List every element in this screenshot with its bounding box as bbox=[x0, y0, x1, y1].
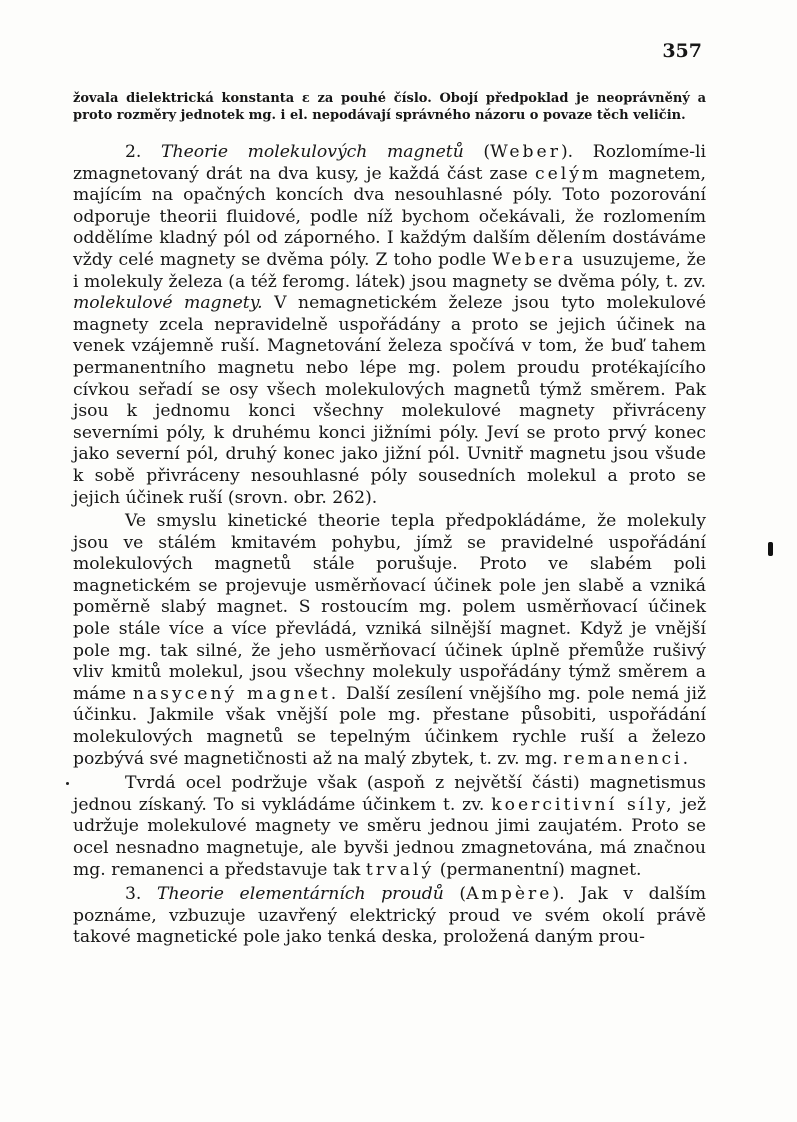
paragraph-elementary-currents: 3. Theorie elementárních proudů (Ampère). Jak v dalším poznáme, vzbuzuje uzavřený elektrický proud ve svém okolí právě takové magnetické pole jako tenká deska, proložená daným prou- bbox=[73, 884, 706, 948]
body-text: Tvrdá ocel podržuje však (aspoň z největší části) magnetismus jednou získaný. To si vykládáme účinkem t. zv. bbox=[73, 773, 706, 815]
footnote: žovala dielektrická konstanta ε za pouhé číslo. Obojí předpoklad je neoprávněný a proto rozměry jednotek mg. i el. nepodávají správného názoru o povaze těch veličin. bbox=[73, 91, 706, 123]
body-text: jež udržuje molekulové magnety ve směru jednou jimi zaujatém. Proto se ocel nesnadno magnetuje, ale byvši jednou zmagnetována, má značnou mg. remanenci a představuje tak bbox=[73, 794, 707, 880]
section-author: Weber bbox=[490, 142, 561, 162]
spaced-emphasis: celým bbox=[534, 163, 602, 184]
page-content bbox=[73, 90, 706, 951]
body-text: magnetem, majícím na opačných koncích dva nesouhlasné póly. Toto pozorování odporuje theorii fluidové, podle níž bychom očekávali, že rozlomením oddělíme kladný pól od záporného. I každým dalším dělením dostáváme vždy celé magnety se dvěma póly. Z toho podle bbox=[73, 163, 707, 270]
italic-term: molekulové magnety. bbox=[73, 293, 263, 314]
body-text: V nemagnetickém železe jsou tyto molekulové magnety zcela nepravidelně uspořádány a proto se jejich účinek na venek vzájemně ruší. Magnetování železa spočívá v tom, že buď tahem permanentního magnetu nebo lépe mg. polem proudu protékajícího cívkou seřadí se osy všech molekulových magnetů týmž směrem. Pak jsou k jednomu konci všechny molekulové magnety přivráceny severními póly, k druhému konci jižními póly. Jeví se proto prvý konec jako severní pól, druhý konec jako jižní pól. Uvnitř magnetu jsou všude k sobě přivráceny nesouhlasné póly sousedních molekul a proto se jejich účinek ruší (srovn. obr. 262). bbox=[73, 293, 707, 508]
section-title: Theorie molekulových magnetů bbox=[161, 142, 464, 162]
spaced-emphasis: nasycený magnet. bbox=[132, 683, 340, 704]
paragraph-molecular-magnets: 2. Theorie molekulových magnetů (Weber). Rozlomíme-li zmagnetovaný drát na dva kusy, je každá část zase celým magnetem, majícím na opačných koncích dva nesouhlasné póly. Toto pozorování odporuje theorii fluidové, podle níž bychom očekávali, že rozlomením oddělíme kladný pól od záporného. I každým dalším dělením dostáváme vždy celé magnety se dvěma póly. Z toho podle Webera usuzujeme, že i molekuly železa (a též feromg. látek) jsou magnety se dvěma póly, t. zv. molekulové magnety. V nemagnetickém železe jsou tyto molekulové magnety zcela nepravidelně uspořádány a proto se jejich účinek na venek vzájemně ruší. Magnetování železa spočívá v tom, že buď tahem permanentního magnetu nebo lépe mg. polem proudu protékajícího cívkou seřadí se osy všech molekulových magnetů týmž směrem. Pak jsou k jednomu konci všechny molekulové magnety přivráceny severními póly, k druhému konci jižními póly. Jeví se proto prvý konec jako severní pól, druhý konec jako jižní pól. Uvnitř magnetu jsou všude k sobě přivráceny nesouhlasné póly sousedních molekul a proto se jejich účinek ruší (srovn. obr. 262). bbox=[73, 142, 707, 508]
margin-mark bbox=[768, 542, 773, 556]
section-author: Ampère bbox=[466, 884, 553, 905]
spaced-emphasis: trvalý bbox=[365, 859, 435, 880]
body-text: Rozlomíme-li zmagnetovaný drát na dva kusy, je každá část zase bbox=[73, 142, 707, 184]
section-number: 2. bbox=[125, 142, 142, 162]
body-text: Ve smyslu kinetické theorie tepla předpokládáme, že molekuly jsou ve stálém kmitavém pohybu, jímž se pravidelné uspořádání molekulových magnetů stále porušuje. Proto ve slabém poli magnetickém se projevuje usměrňovací účinek pole jen slabě a vzniká poměrně slabý magnet. S rostoucím mg. polem usměrňovací účinek pole stále více a více převládá, vzniká silnější magnet. Když je vnější pole mg. tak silné, že jeho usměrňovací účinek úplně přemůže rušivý vliv kmitů molekul, jsou všechny molekuly uspořádány týmž směrem a máme bbox=[73, 511, 706, 704]
body-text: (permanentní) magnet. bbox=[439, 859, 642, 880]
spaced-emphasis: koercitivní síly, bbox=[491, 794, 675, 815]
paragraph-hard-steel bbox=[73, 773, 706, 881]
paragraph-kinetic-theory bbox=[73, 511, 706, 770]
section-number: 3. bbox=[125, 884, 142, 905]
spaced-emphasis: remanenci. bbox=[563, 748, 692, 769]
page-number: 357 bbox=[662, 40, 702, 62]
margin-dot bbox=[66, 782, 69, 785]
spaced-emphasis: Webera bbox=[492, 249, 577, 270]
body-text: Další zesílení vnějšího mg. pole nemá již účinku. Jakmile však vnější pole mg. přestane působiti, uspořádání molekulových magnetů se tepelným účinkem rychle ruší a železo pozbývá své magnetičnosti až na malý zbytek, t. zv. mg. bbox=[73, 683, 706, 769]
section-title: Theorie elementárních proudů bbox=[157, 884, 444, 905]
body-text: usuzujeme, že i molekuly železa (a též feromg. látek) jsou magnety se dvěma póly, t. zv. bbox=[73, 249, 707, 292]
body-text: Jak v dalším poznáme, vzbuzuje uzavřený elektrický proud ve svém okolí právě takové magnetické pole jako tenká deska, proložená daným prou- bbox=[73, 884, 706, 948]
